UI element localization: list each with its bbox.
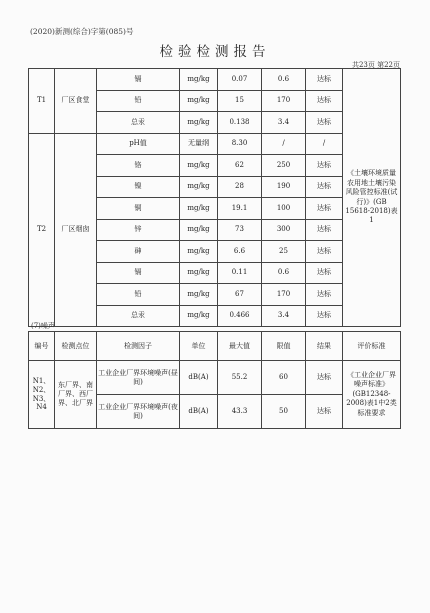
limit-cell: 3.4: [262, 112, 306, 134]
value-cell: 8.30: [218, 133, 262, 155]
value-cell: 15: [218, 90, 262, 112]
limit-cell: 300: [262, 219, 306, 241]
soil-standard: 《土壤环境质量 农用地土壤污染 风险管控标准(试 行)》(GB 15618-2018)表1: [343, 69, 401, 327]
result-cell: 达标: [306, 284, 343, 306]
noise-point-ids: N1、N2、N3、N4: [29, 361, 55, 429]
sample-location-cell: 厂区烟囱: [55, 133, 97, 327]
sample-location-cell: 厂区食堂: [55, 69, 97, 134]
limit-cell: /: [262, 133, 306, 155]
result-cell: 达标: [306, 305, 343, 327]
unit-cell: mg/kg: [180, 90, 218, 112]
unit-cell: mg/kg: [180, 284, 218, 306]
result-cell: 达标: [306, 69, 343, 91]
limit-cell: 170: [262, 284, 306, 306]
factor-cell: 镉: [97, 262, 180, 284]
col-header-result: 结果: [306, 332, 343, 361]
result-cell: 达标: [306, 90, 343, 112]
sample-id-cell: T1: [29, 69, 55, 134]
noise-table-header-row: [29, 332, 401, 361]
noise-results-table: [28, 331, 401, 429]
value-cell: 0.466: [218, 305, 262, 327]
value-cell: 19.1: [218, 198, 262, 220]
table-row: [29, 69, 401, 91]
limit-cell: 3.4: [262, 305, 306, 327]
value-cell: 28: [218, 176, 262, 198]
unit-cell: dB(A): [180, 395, 218, 429]
result-cell: 达标: [306, 395, 343, 429]
value-cell: 6.6: [218, 241, 262, 263]
unit-cell: mg/kg: [180, 241, 218, 263]
document-number: (2020)新测(综合)字第(085)号: [30, 27, 134, 36]
factor-cell: 工业企业厂界环境噪声(昼间): [97, 361, 180, 395]
result-cell: /: [306, 133, 343, 155]
limit-cell: 50: [262, 395, 306, 429]
noise-section-label: (7)噪声: [31, 322, 55, 330]
unit-cell: dB(A): [180, 361, 218, 395]
factor-cell: 镍: [97, 176, 180, 198]
col-header-location: 检测点位: [55, 332, 97, 361]
unit-cell: mg/kg: [180, 69, 218, 91]
value-cell: 0.07: [218, 69, 262, 91]
factor-cell: pH值: [97, 133, 180, 155]
factor-cell: 砷: [97, 241, 180, 263]
soil-results-table: [28, 68, 401, 327]
limit-cell: 0.6: [262, 69, 306, 91]
factor-cell: 铅: [97, 90, 180, 112]
factor-cell: 铅: [97, 284, 180, 306]
page-number: 共23页 第22页: [351, 61, 400, 69]
factor-cell: 总汞: [97, 305, 180, 327]
value-cell: 55.2: [218, 361, 262, 395]
value-cell: 43.3: [218, 395, 262, 429]
limit-cell: 60: [262, 361, 306, 395]
result-cell: 达标: [306, 198, 343, 220]
factor-cell: 铜: [97, 198, 180, 220]
factor-cell: 总汞: [97, 112, 180, 134]
noise-standard: 《工业企业厂界噪声标准》(GB12348-2008)表1中2类标准要求: [343, 361, 401, 429]
result-cell: 达标: [306, 112, 343, 134]
unit-cell: mg/kg: [180, 176, 218, 198]
unit-cell: mg/kg: [180, 219, 218, 241]
factor-cell: 铬: [97, 155, 180, 177]
factor-cell: 镉: [97, 69, 180, 91]
col-header-unit: 单位: [180, 332, 218, 361]
limit-cell: 25: [262, 241, 306, 263]
limit-cell: 170: [262, 90, 306, 112]
limit-cell: 190: [262, 176, 306, 198]
limit-cell: 0.6: [262, 262, 306, 284]
page-title: 检验检测报告: [159, 44, 271, 60]
col-header-factor: 检测因子: [97, 332, 180, 361]
value-cell: 67: [218, 284, 262, 306]
result-cell: 达标: [306, 176, 343, 198]
unit-cell: mg/kg: [180, 198, 218, 220]
factor-cell: 工业企业厂界环境噪声(夜间): [97, 395, 180, 429]
unit-cell: 无量纲: [180, 133, 218, 155]
table-row: [29, 361, 401, 395]
col-header-limit: 限值: [262, 332, 306, 361]
noise-point-locations: 东厂界、南厂界、西厂界、北厂界: [55, 361, 97, 429]
factor-cell: 锌: [97, 219, 180, 241]
result-cell: 达标: [306, 219, 343, 241]
result-cell: 达标: [306, 241, 343, 263]
sample-id-cell: T2: [29, 133, 55, 327]
unit-cell: mg/kg: [180, 155, 218, 177]
col-header-max: 最大值: [218, 332, 262, 361]
value-cell: 0.138: [218, 112, 262, 134]
limit-cell: 250: [262, 155, 306, 177]
result-cell: 达标: [306, 262, 343, 284]
unit-cell: mg/kg: [180, 112, 218, 134]
result-cell: 达标: [306, 361, 343, 395]
col-header-id: 编号: [29, 332, 55, 361]
unit-cell: mg/kg: [180, 262, 218, 284]
limit-cell: 100: [262, 198, 306, 220]
col-header-standard: 评价标准: [343, 332, 401, 361]
value-cell: 73: [218, 219, 262, 241]
unit-cell: mg/kg: [180, 305, 218, 327]
result-cell: 达标: [306, 155, 343, 177]
value-cell: 62: [218, 155, 262, 177]
value-cell: 0.11: [218, 262, 262, 284]
